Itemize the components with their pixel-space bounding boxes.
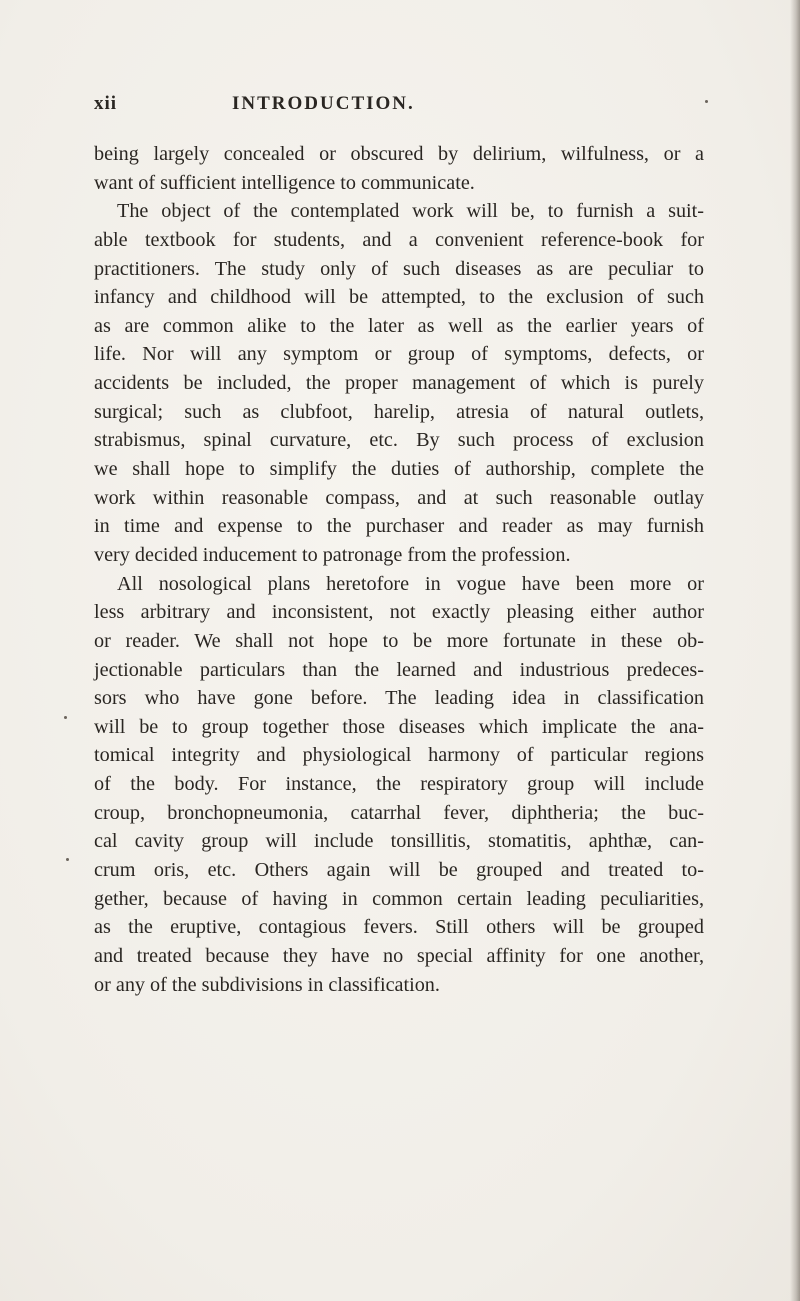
paper-speck [705,100,708,103]
text-line: we shall hope to simplify the duties of authorship, complete the [94,458,704,481]
text-line: practitioners. The study only of such diseases as are peculiar to [94,257,704,280]
text-line: All nosological plans heretofore in vogue have been more or [117,572,704,595]
text-line: tomical integrity and physiological harmony of particular regions [94,744,704,767]
text-line: want of sufficient intelligence to communicate. [94,171,475,194]
body-text [94,140,704,999]
text-line: and treated because they have no special affinity for one another, [94,944,704,967]
text-line: will be to group together those diseases which implicate the ana- [94,715,704,738]
text-line: or reader. We shall not hope to be more fortunate in these ob- [94,629,704,652]
text-line: croup, bronchopneumonia, catarrhal fever, diphtheria; the buc- [94,801,704,824]
text-line: in time and expense to the purchaser and reader as may furnish [94,515,704,538]
paper-speck [66,858,69,861]
text-line: gether, because of having in common certain leading peculiarities, [94,887,704,910]
text-line: of the body. For instance, the respiratory group will include [94,773,704,796]
text-line: jectionable particulars than the learned and industrious predeces- [94,658,704,681]
text-line: as are common alike to the later as well as the earlier years of [94,314,704,337]
text-line: able textbook for students, and a convenient reference-book for [94,228,704,251]
text-line: The object of the contemplated work will be, to furnish a suit- [117,200,704,223]
text-line: being largely concealed or obscured by delirium, wilfulness, or a [94,143,704,165]
text-line: cal cavity group will include tonsillitis, stomatitis, aphthæ, can- [94,830,704,853]
running-title: INTRODUCTION. [232,93,415,114]
text-line: infancy and childhood will be attempted, to the exclusion of such [94,286,704,309]
text-line: sors who have gone before. The leading idea in classification [94,687,704,710]
text-line: accidents be included, the proper management of which is purely [94,372,704,395]
text-line: strabismus, spinal curvature, etc. By such process of exclusion [94,429,704,452]
text-line: very decided inducement to patronage from the profession. [94,543,571,566]
page-edge-shadow [790,0,800,1301]
text-line: or any of the subdivisions in classification. [94,973,440,996]
text-line: life. Nor will any symptom or group of symptoms, defects, or [94,343,704,366]
page-header [94,93,700,121]
text-line: crum oris, etc. Others again will be grouped and treated to- [94,859,704,882]
text-line: less arbitrary and inconsistent, not exactly pleasing either author [94,601,704,624]
text-line: work within reasonable compass, and at such reasonable outlay [94,486,704,509]
page-number: xii [94,93,118,114]
text-line: as the eruptive, contagious fevers. Still others will be grouped [94,916,704,939]
text-line: surgical; such as clubfoot, harelip, atresia of natural outlets, [94,400,704,423]
paper-speck [64,716,67,719]
